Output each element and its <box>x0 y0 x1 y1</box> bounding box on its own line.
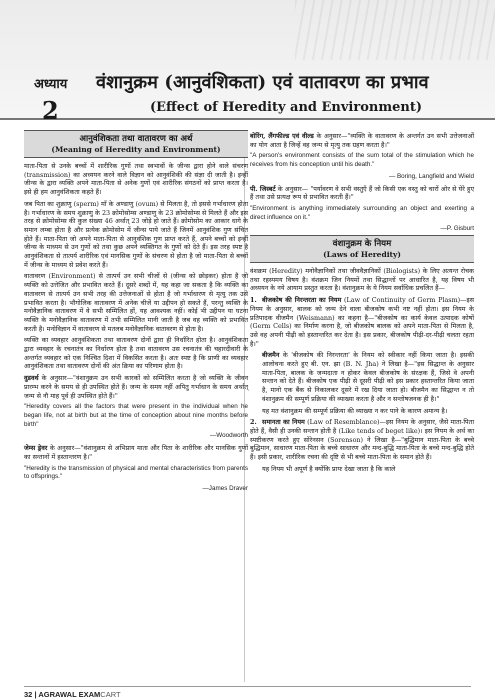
page-footer <box>24 690 121 699</box>
footer-rule <box>24 686 471 687</box>
paragraph-text: के अनुसार— "पर्यावरण वे सभी वस्तुएँ हैं जो किसी एक वस्तु को चारों ओर से घेरे हुए हैं तथा उसे प्रत्यक्ष रूप से प्रभावित करती हैं।" <box>250 184 474 202</box>
section-heading-english: (Laws of Heredity) <box>323 250 401 260</box>
paragraph <box>24 444 248 461</box>
chapter-number: 2 <box>42 96 59 125</box>
right-column <box>250 132 474 477</box>
left-column <box>24 132 248 497</box>
footer-separator: | <box>34 690 39 699</box>
paragraph-text: (Law of Continuity of Germ Plasm)—इस नियम के अनुसार, बालक को जन्म देने वाला बीजकोष कभी नष्ट नहीं होता। इस नियम के प्रतिपादक वीजमैन (Weismann) का कहना है—"बीजकोष का कार्य केवल उत्पादक कोषों (Germ Cells) का निर्माण करना है, जो बीजकोष बालक को अपने माता-पिता से मिलता है, उसे वह अपनी पीढ़ी को हस्तान्तरित कर देता है। इस प्रकार, बीजकोष पीढ़ी-दर-पीढ़ी चलता रहता है।" <box>250 296 474 348</box>
section-heading-hindi: वंशानुक्रम के नियम <box>332 239 392 250</box>
author-name: पी. जिस्बर्ट <box>250 184 276 193</box>
paragraph: व्यक्ति का व्यवहार आनुवंशिकता तथा वातावरण दोनों द्वारा ही निर्धारित होता है। आनुवंशिकता द्वारा व्यवहार के रचनातंत्र का निर्धारण होता है तथा वातावरण उस रचनातंत्र की चहारदीवारी के अन्तर्गत व्यवहार को एक निश्चित दिशा में विकसित करता है। अतः स्पष्ट है कि प्राणी का व्यवहार आनुवंशिकता तथा वातावरण दोनों की अंत क्रिया का परिणाम होता है। <box>24 336 248 371</box>
paragraph <box>250 132 474 149</box>
section-heading-meaning <box>24 130 248 158</box>
quote-author: — Boring, Langfield and Wield <box>388 172 474 180</box>
paragraph: यह नियम भी अपूर्ण है क्योंकि प्रायः देखा जाता है कि काले <box>262 464 396 473</box>
chapter-title-english: (Effect of Heredity and Environment) <box>150 100 422 115</box>
law-name: समानता का नियम <box>262 418 305 427</box>
paragraph <box>250 185 474 202</box>
section-heading-english: (Meaning of Heredity and Environment) <box>51 145 221 154</box>
paragraph-text: के अनुसार—"व्यक्ति के वातावरण के अन्तर्गत उन सभी उत्तेजनाओं का योग आता है जिन्हें वह जन्म से मृत्यु तक ग्रहण करता है।" <box>250 132 475 149</box>
english-quote: "Heredity is the transmission of physical and mental characteristics from parents to offsprings." <box>24 464 248 481</box>
english-quote: "Heredity covers all the factors that were present in the individual when he began life, not at birth but at the time of conception about nine months before birth" <box>24 403 248 428</box>
list-number: 2. <box>250 418 257 427</box>
english-quote: "Environment is anything immediately surrounding an object and exerting a direct influence on it." <box>250 204 474 221</box>
header-rule <box>0 118 495 120</box>
chapter-label: अध्याय <box>34 77 68 92</box>
list-item <box>250 418 474 462</box>
author-name: जेम्स ड्रेवर <box>24 444 48 453</box>
quote-author: —Woodworth <box>209 432 248 440</box>
author-name: बीजमैन <box>262 351 280 360</box>
paragraph <box>250 351 474 403</box>
paragraph: वंशक्रम (Heredity) मनोवैज्ञानिकों तथा जीववैज्ञानिकों (Biologists) के लिए अत्यन्त रोचक तथा रहस्यमय विषय है। वंशक्रम जिन नियमों तथा सिद्धान्तों पर आधारित है, यह विषय भी अध्ययन के नये आयाम प्रस्तुत करता है। वंशानुक्रम के ये नियम सर्वाधिक प्रचलित हैं— <box>250 267 474 293</box>
list-number: 1. <box>250 296 257 305</box>
author-name: बोरिंग, लैंगफील्ड एवं वील्ड <box>250 132 314 140</box>
paragraph-text: के अनुसार—"वंशानुक्रम उन सभी कारकों को सम्मिलित करता है जो व्यक्ति के जीवन प्रारम्भ करने के समय से ही उपस्थित होते हैं। जन्म के समय नहीं अपितु गर्भाधान के समय अर्थात् जन्म से नौ माह पूर्व ही उपस्थित होते हैं।" <box>24 374 248 400</box>
paragraph-text: (Law of Resemblance)—इस नियम के अनुसार, जैसे माता-पिता होते हैं, वैसी ही उनकी सन्तान होती है (Like tends of beget like)। इस नियम के अर्थ का स्पष्टीकरण करते हुए सोरेनसन (Sorenson) ने लिखा है—"बुद्धिमान माता-पिता के बच्चे बुद्धिमान, साधारण माता-पिता के बच्चे साधारण और मन्द-बुद्धि माता-पिता के बच्चे मन्द-बुद्धि होते हैं। इसी प्रकार, शारीरिक रचना की दृष्टि से भी बच्चे माता-पिता के समान होते हैं। <box>250 418 474 462</box>
publisher-brand: AGRAWAL EXAM <box>38 690 101 699</box>
quote-author: —James Draver <box>202 484 248 492</box>
chapter-title-hindi: वंशानुक्रम (आनुवंशिकता) एवं वातावरण का प्रभाव <box>96 72 429 93</box>
header-decoration <box>295 0 495 60</box>
paragraph: यह मत वंशानुक्रम की सम्पूर्ण प्रक्रिया की व्याख्या न कर पाने के कारण अमान्य है। <box>262 406 448 415</box>
author-name: वुडवर्थ <box>24 374 39 383</box>
section-heading-laws <box>250 235 474 263</box>
paragraph <box>24 374 248 400</box>
page-number: 32 <box>24 690 33 699</box>
list-item <box>250 296 474 348</box>
quote-author: —P. Gisburt <box>440 225 474 233</box>
paragraph: वातावरण (Environment) से तात्पर्य उन सभी चीजों से (जीन्स को छोड़कर) होता है जो व्यक्ति को उत्तेजित और प्रभावित करते हैं। दूसरे शब्दों में, यह कहा जा सकता है कि व्यक्ति का वातावरण से तात्पर्य उन सभी तरह की उत्तेजनाओं से होता है जो गर्भाधारण से मृत्यु तक उसे प्रभावित करता है। भौगोलिक वातावरण में अनेक चीजें या उद्दीपन हो सकते हैं, परन्तु व्यक्ति के मनोवैज्ञानिक वातावरण में वे सभी सम्मिलित हों, यह आवश्यक नहीं। कोई भी उद्दीपन या घटना व्यक्ति के मनोवैज्ञानिक वातावरण में तभी सम्मिलित मानी जाती है जब वह व्यक्ति को प्रभावित करती है। मनोविज्ञान में वातावरण से मतलब मनोवैज्ञानिक वातावरण से होता है। <box>24 272 248 333</box>
section-heading-hindi: आनुवंशिकता तथा वातावरण का अर्थ <box>79 134 193 144</box>
paragraph-text: के अनुसार—"वंशानुक्रम से अभिप्राय माता और पिता के शारीरिक और मानसिक गुणों का सन्तानों में हस्तान्तरण है।" <box>24 444 248 461</box>
paragraph-text: के 'बीजकोष की निरन्तरता' के नियम को स्वीकार नहीं किया जाता है। इसकी आलोचना करते हुए बी. एन. झा (B. N. Jha) ने लिखा है—"इस सिद्धान्त के अनुसार माता-पिता, बालक के जन्मदाता न होकर केवल बीजकोष के संरक्षक हैं, जिसे वे अपनी सन्तान को देते हैं। बीजकोष एक पीढ़ी से दूसरी पीढ़ी को इस प्रकार हस्तान्तरित किया जाता है, मानो एक बैंक से निकालकर दूसरे में रख दिया जाता हो। बीजमैन का सिद्धान्त न तो वंशानुक्रम की सम्पूर्ण प्रक्रिया की व्याख्या करता है और न सन्तोषजनक ही है।" <box>262 351 474 403</box>
paragraph: माता-पिता से उनके बच्चों में शारीरिक गुणों तथा स्वभावों के जीन्स द्वारा होने वाले संचरण (transmission) का अध्ययन करने वाले विज्ञान को आनुवंशिकी की संज्ञा दी जाती है। इन्हीं जीन्स के द्वारा व्यक्ति अपने माता-पिता से अनेक गुणों एवं शारीरिक संगठनों को प्राप्त करता है। इसे ही हम आनुवंशिकता कहते हैं। <box>24 162 248 197</box>
english-quote: "A person's environment consists of the sum total of the stimulation which he receives from his conception until his death." <box>250 152 474 169</box>
publisher-brand-suffix: CART <box>100 690 121 699</box>
law-name: बीजकोष की निरन्तरता का नियम <box>262 296 342 305</box>
paragraph: जब पिता का शुक्राणु (sperm) माँ के अण्डाणु (ovum) से मिलता है, तो इससे गर्भाधारण होता है। गर्भाधारण के समय शुक्राणु के 23 क्रोमोसोम्स अण्डाणु के 23 क्रोमोसोम्स से मिलते हैं और इस तरह से क्रोमोसोम्स की कुल संख्या 46 अर्थात् 23 जोड़े हो जाते हैं। क्रोमोसोम का आकार धागे के समान लम्बा होता है और प्रत्येक क्रोमोसोम में जीन्स पाये जाते हैं जिनमें आनुवंशिक गुण संचित होते हैं। माता-पिता जो अपने माता-पिता से आनुवंशिक गुण प्राप्त करते हैं, अपने बच्चों को इन्हीं जीन्स के माध्यम से उन गुणों को तथा कुछ अपने व्यक्तिगत के गुणों को देते हैं। इस तरह स्पष्ट है आनुवंशिकता से तात्पर्य शारीरिक एवं मानसिक गुणों के संचरण से होता है जो माता-पिता से बच्चों में जीन्स के माध्यम से प्रवेश करते हैं। <box>24 199 248 269</box>
